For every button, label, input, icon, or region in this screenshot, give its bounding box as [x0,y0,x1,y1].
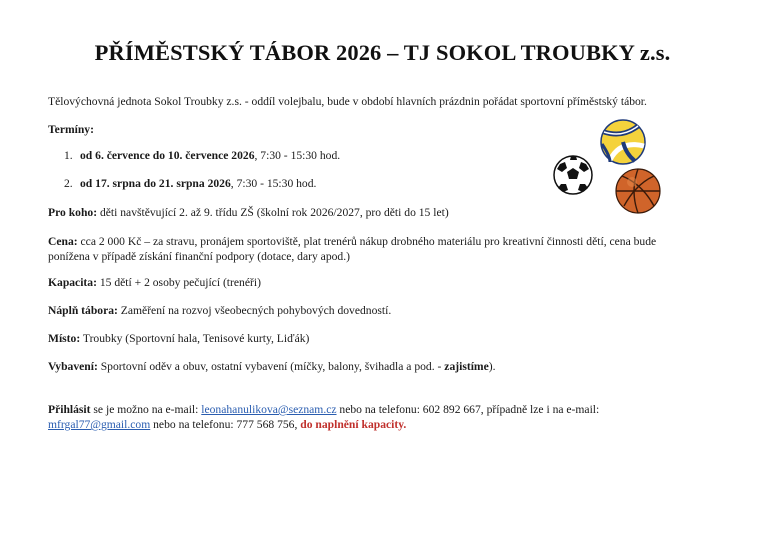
signup-text1: se je možno na e-mail: [90,403,202,416]
content-label: Náplň tábora: [48,304,118,317]
volleyball-icon [601,120,645,164]
term-number: 2. [64,177,73,190]
for-whom-label: Pro koho: [48,206,98,219]
terms-label: Termíny: [48,123,94,136]
for-whom-paragraph [48,205,449,220]
term-time: , 7:30 - 15:30 hod. [254,149,341,162]
term-time: , 7:30 - 15:30 hod. [230,177,317,190]
term-dates: od 6. července do 10. července 2026 [80,149,255,162]
balls-graphic [552,118,667,218]
content-paragraph [48,303,391,318]
capacity-label: Kapacita: [48,276,97,289]
signup-text3: nebo na telefonu: 777 568 756, [150,418,301,431]
term-dates: od 17. srpna do 21. srpna 2026 [80,177,231,190]
equipment-end: ). [488,360,496,373]
content-text: Zaměření na rozvoj všeobecných pohybových dovedností. [117,304,392,317]
capacity-text: 15 dětí + 2 osoby pečující (trenéři) [96,276,261,289]
term-number: 1. [64,149,73,162]
equipment-bold: zajistíme [444,360,489,373]
signup-text2: nebo na telefonu: 602 892 667, případně lze i na e-mail: [336,403,600,416]
place-paragraph [48,331,309,346]
place-text: Troubky (Sportovní hala, Tenisové kurty, Liďák) [80,332,310,345]
term-item-1 [64,149,340,162]
signup-label: Přihlásit [48,403,91,416]
price-label: Cena: [48,235,78,248]
signup-paragraph [48,402,599,432]
price-text-line1: cca 2 000 Kč – za stravu, pronájem sportoviště, plat trenérů nákup drobného materiálu pro kreativní činnosti dětí, cena bude [77,235,657,248]
email-link-1[interactable]: leonahanulikova@seznam.cz [201,403,337,416]
capacity-notice: do naplnění kapacity. [300,418,407,431]
equipment-paragraph [48,359,496,374]
sports-balls-illustration [552,118,667,218]
basketball-icon [616,169,660,213]
for-whom-text: děti navštěvující 2. až 9. třídu ZŠ (školní rok 2026/2027, pro děti do 15 let) [97,206,449,219]
equipment-label: Vybavení: [48,360,98,373]
capacity-paragraph [48,275,261,290]
page-title: PŘÍMĚSTSKÝ TÁBOR 2026 – TJ SOKOL TROUBKY z.s. [94,40,671,65]
price-text-line2: ponížena v případě získání finanční podpory (dotace, dary apod.) [48,250,350,263]
soccer-ball-icon [554,156,592,194]
intro-paragraph: Tělovýchovná jednota Sokol Troubky z.s. - oddíl volejbalu, bude v období hlavních prázdnin pořádat sportovní příměstský tábor. [48,95,647,108]
place-label: Místo: [48,332,81,345]
term-item-2 [64,177,316,190]
price-paragraph [48,234,656,264]
equipment-text: Sportovní oděv a obuv, ostatní vybavení (míčky, balony, švihadla a pod. - [97,360,445,373]
email-link-2[interactable]: mfrgal77@gmail.com [48,418,151,431]
